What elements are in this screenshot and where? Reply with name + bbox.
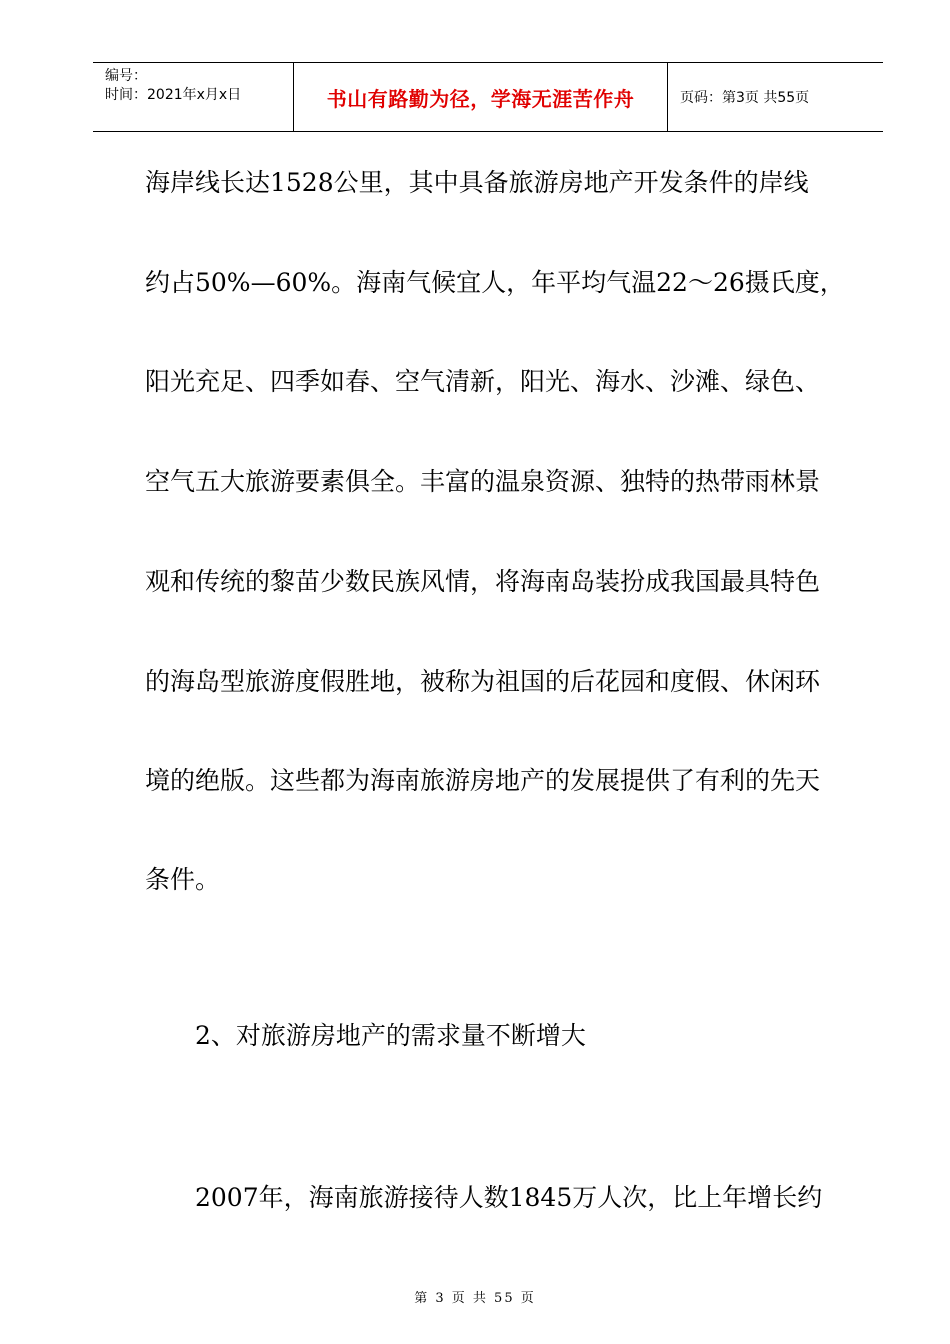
header-meta	[93, 63, 294, 131]
page-header	[93, 62, 883, 132]
body-line: 约占50%—60%。海南气候宜人，年平均气温22～26摄氏度，	[145, 268, 845, 297]
body-line: 阳光充足、四季如春、空气清新，阳光、海水、沙滩、绿色、	[145, 367, 821, 396]
body-line: 海岸线长达1528公里，其中具备旅游房地产开发条件的岸线	[145, 168, 809, 197]
page-footer: 第 3 页 共 55 页	[414, 1291, 536, 1306]
time-label: 时间：2021年x月x日	[105, 87, 242, 103]
body-line: 境的绝版。这些都为海南旅游房地产的发展提供了有利的先天	[145, 766, 821, 795]
body-line: 2007年，海南旅游接待人数1845万人次，比上年增长约	[195, 1183, 823, 1212]
code-label: 编号：	[105, 68, 147, 84]
body-line: 观和传统的黎苗少数民族风情，将海南岛装扮成我国最具特色	[145, 567, 821, 596]
body-line: 的海岛型旅游度假胜地，被称为祖国的后花园和度假、休闲环	[145, 667, 821, 696]
body-line: 空气五大旅游要素俱全。丰富的温泉资源、独特的热带雨林景	[145, 467, 821, 496]
header-motto: 书山有路勤为径，学海无涯苦作舟	[294, 63, 668, 131]
header-page-info: 页码：第3页 共55页	[680, 90, 810, 106]
section-heading: 2、对旅游房地产的需求量不断增大	[195, 1021, 586, 1050]
body-line: 条件。	[145, 865, 221, 894]
